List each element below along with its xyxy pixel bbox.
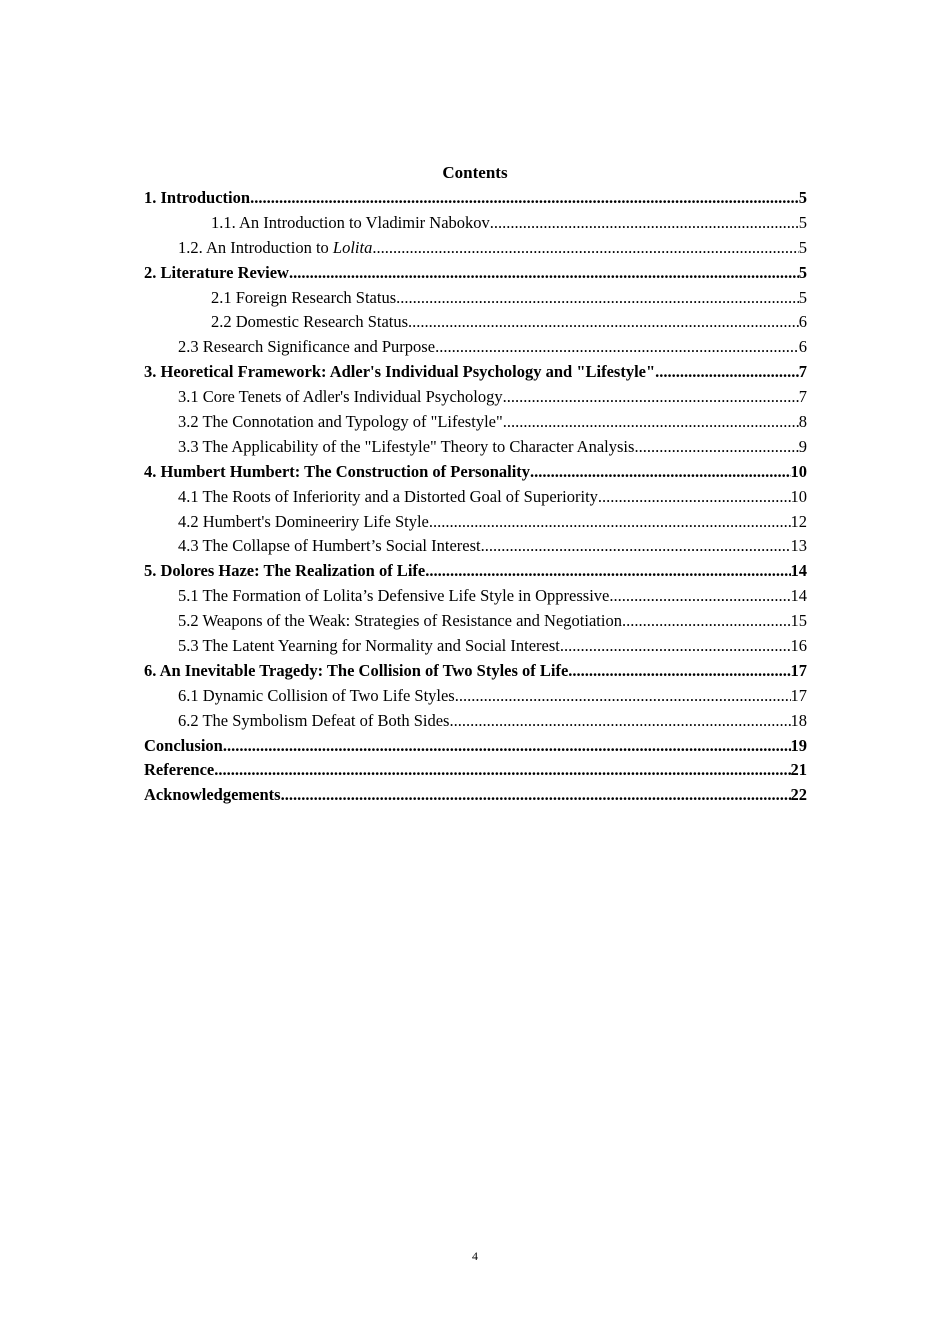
toc-dot-leader: [429, 510, 791, 535]
toc-entry-title: 5.2 Weapons of the Weak: Strategies of Resistance and Negotiation: [178, 611, 622, 631]
toc-dot-leader: [503, 410, 799, 435]
toc-entry[interactable]: [144, 783, 807, 808]
toc-entry-label: [178, 485, 598, 510]
toc-entry-label: [144, 659, 568, 684]
toc-entry-title: 4. Humbert Humbert: The Construction of Personality: [144, 461, 531, 481]
page-title: Contents: [442, 163, 508, 182]
toc-dot-leader: [530, 460, 790, 485]
toc-entry-page: 16: [790, 636, 807, 656]
toc-entry[interactable]: [144, 559, 807, 584]
toc-entry-title: 4.2 Humbert's Domineeriry Life Style: [178, 511, 429, 531]
toc-entry-page: 5: [798, 262, 807, 282]
toc-entry-page: 14: [790, 586, 807, 606]
toc-entry[interactable]: [144, 510, 807, 535]
toc-entry-label: [211, 211, 490, 236]
toc-entry[interactable]: [144, 709, 807, 734]
toc-entry[interactable]: [144, 659, 807, 684]
toc-entry-title: 1.1. An Introduction to Vladimir Nabokov: [211, 212, 490, 232]
toc-entry-label: [144, 758, 214, 783]
toc-entry[interactable]: [144, 534, 807, 559]
toc-entry-label: [144, 460, 530, 485]
toc-entry-page: 7: [798, 387, 807, 407]
toc-dot-leader: [396, 286, 799, 311]
toc-dot-leader: [223, 734, 791, 759]
toc-entry[interactable]: [144, 360, 807, 385]
toc-entry[interactable]: [144, 186, 807, 211]
toc-entry-title: Conclusion: [144, 735, 223, 755]
toc-entry[interactable]: [144, 286, 807, 311]
toc-dot-leader: [372, 236, 798, 261]
toc-dot-leader: [655, 360, 799, 385]
toc-dot-leader: [425, 559, 790, 584]
toc-dot-leader: [634, 435, 798, 460]
toc-entry-title: 5.3 The Latent Yearning for Normality and Social Interest: [178, 636, 560, 656]
toc-entry-label: [178, 510, 429, 535]
toc-entry-title: 3. Heoretical Framework: Adler's Individual Psychology and "Lifestyle": [144, 362, 656, 382]
toc-entry-page: 9: [798, 436, 807, 456]
toc-dot-leader: [281, 783, 791, 808]
toc-entry-page: 10: [790, 461, 807, 481]
toc-entry-title: 4.3 The Collapse of Humbert’s Social Interest: [178, 536, 481, 556]
toc-dot-leader: [622, 609, 791, 634]
toc-entry-title: 3.3 The Applicability of the "Lifestyle" Theory to Character Analysis: [178, 436, 635, 456]
toc-entry-page: 6: [798, 312, 807, 332]
toc-entry-page: 5: [798, 237, 807, 257]
toc-dot-leader: [598, 485, 791, 510]
toc-dot-leader: [481, 534, 791, 559]
toc-entry[interactable]: [144, 261, 807, 286]
toc-entry-title: Acknowledgements: [144, 785, 281, 805]
toc-entry-page: 12: [790, 511, 807, 531]
toc-entry-title: 2.3 Research Significance and Purpose: [178, 337, 436, 357]
toc-entry-title: 6.1 Dynamic Collision of Two Life Styles: [178, 685, 455, 705]
toc-entry[interactable]: [144, 435, 807, 460]
toc-entry-page: 5: [798, 287, 807, 307]
toc-entry-title: 6.2 The Symbolism Defeat of Both Sides: [178, 710, 450, 730]
toc-entry-page: 13: [790, 536, 807, 556]
toc-entry-title: 6. An Inevitable Tragedy: The Collision of Two Styles of Life: [144, 660, 569, 680]
toc-entry-title: 1.2. An Introduction to: [178, 237, 333, 257]
toc-dot-leader: [214, 758, 790, 783]
toc-entry-title: 2.1 Foreign Research Status: [211, 287, 397, 307]
toc-entry-title: 3.2 The Connotation and Typology of "Lifestyle": [178, 412, 503, 432]
toc-entry-title: Reference: [144, 760, 215, 780]
toc-entry-title: 3.1 Core Tenets of Adler's Individual Psychology: [178, 387, 503, 407]
toc-entry-label: [144, 261, 289, 286]
toc-entry[interactable]: [144, 758, 807, 783]
toc-entry-page: 21: [790, 760, 807, 780]
toc-entry[interactable]: [144, 385, 807, 410]
toc-entry-title: 5. Dolores Haze: The Realization of Life: [144, 561, 426, 581]
toc-entry-label: [178, 609, 622, 634]
toc-dot-leader: [455, 684, 791, 709]
toc-entry-title: 1. Introduction: [144, 188, 251, 207]
toc-entry-label: [178, 709, 449, 734]
toc-dot-leader: [250, 186, 799, 211]
toc-entry-label: [178, 684, 455, 709]
toc-entry-label: [178, 584, 609, 609]
toc-dot-leader: [560, 634, 791, 659]
toc-entry-title: 2. Literature Review: [144, 262, 289, 282]
toc-entry-page: 18: [790, 710, 807, 730]
toc-dot-leader: [490, 211, 799, 236]
toc-entry-label: [178, 435, 634, 460]
toc-dot-leader: [609, 584, 790, 609]
toc-dot-leader: [435, 335, 799, 360]
toc-entry[interactable]: [144, 335, 807, 360]
toc-entry[interactable]: [144, 236, 807, 261]
toc-entry-label: [178, 534, 481, 559]
toc-entry-label: [178, 385, 503, 410]
page-number: 4: [472, 1249, 478, 1263]
toc-entry-label: [144, 360, 655, 385]
toc-dot-leader: [449, 709, 790, 734]
toc-entry-label: [211, 310, 408, 335]
toc-entry-label: [211, 286, 396, 311]
toc-entry-page: 8: [798, 412, 807, 432]
toc-entry[interactable]: [144, 310, 807, 335]
toc-dot-leader: [568, 659, 790, 684]
toc-dot-leader: [289, 261, 799, 286]
toc-entry-title: 2.2 Domestic Research Status: [211, 312, 409, 332]
toc-entry-label: [144, 186, 250, 211]
toc-entry-title: 4.1 The Roots of Inferiority and a Distorted Goal of Superiority: [178, 486, 598, 506]
toc-entry-page: 10: [790, 486, 807, 506]
toc-entry-page: 7: [798, 362, 807, 382]
toc-entry-label: [178, 410, 503, 435]
toc-entry-page: 19: [790, 735, 807, 755]
toc-entry-label: [144, 734, 223, 759]
toc-entry-title: 5.1 The Formation of Lolita’s Defensive Life Style in Oppressive: [178, 586, 610, 606]
toc-entry[interactable]: [144, 460, 807, 485]
toc-entry[interactable]: [144, 734, 807, 759]
toc-entry-page: 6: [798, 337, 807, 357]
toc-entry[interactable]: [144, 584, 807, 609]
toc-entry-page: 17: [790, 685, 807, 705]
toc-entry[interactable]: [144, 634, 807, 659]
toc-entry-label: [144, 559, 425, 584]
toc-entry-page: 17: [790, 660, 807, 680]
toc-entry[interactable]: [144, 684, 807, 709]
toc-dot-leader: [503, 385, 799, 410]
toc-entry[interactable]: [144, 485, 807, 510]
toc-entry[interactable]: [144, 410, 807, 435]
toc-entry-page: 14: [790, 561, 807, 581]
toc-entry-label: [178, 335, 435, 360]
table-of-contents: [144, 186, 807, 808]
toc-entry-page: 5: [798, 212, 807, 232]
toc-entry-label: [178, 634, 560, 659]
toc-dot-leader: [408, 310, 799, 335]
toc-entry-page: 15: [790, 611, 807, 631]
toc-entry-title-italic: Lolita: [332, 237, 373, 257]
toc-entry[interactable]: [144, 609, 807, 634]
toc-entry-label: [178, 236, 372, 261]
toc-entry-label: [144, 783, 281, 808]
toc-entry-page: 22: [790, 785, 807, 805]
toc-entry[interactable]: [144, 211, 807, 236]
toc-entry-page: 5: [798, 188, 807, 207]
